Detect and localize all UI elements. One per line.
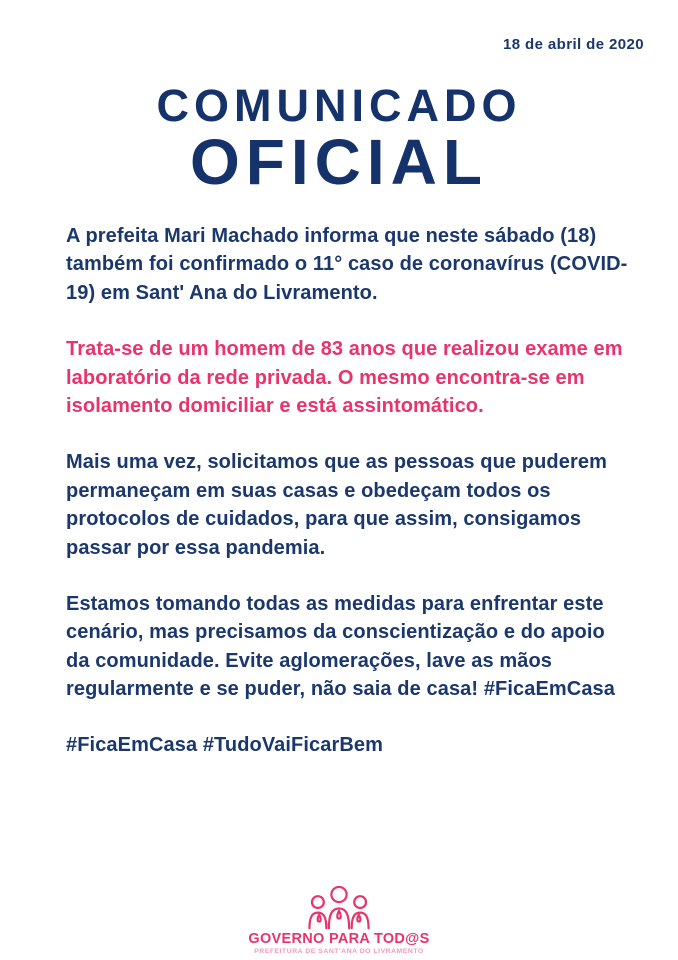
page-title-line2: OFICIAL: [190, 126, 488, 198]
family-outline-icon: [301, 886, 377, 930]
logo-title: GOVERNO PARA TOD@S: [248, 931, 430, 947]
paragraph-measures: Estamos tomando todas as medidas para enfrentar este cenário, mas precisamos da conscientização e do apoio da comunidade. Evite aglomerações, lave as mãos regularmente e se puder, não saia de casa! #FicaEmCasa: [66, 592, 615, 701]
date-label: 18 de abril de 2020: [502, 36, 644, 53]
logo-subtitle: PREFEITURA DE SANT'ANA DO LIVRAMENTO: [254, 948, 424, 955]
page-title: [0, 80, 678, 198]
paragraph-case-announcement: A prefeita Mari Machado informa que neste sábado (18) também foi confirmado o 11° caso de coronavírus (COVID-19) em Sant' Ana do Livramento.: [66, 225, 628, 304]
paragraph-case-details: Trata-se de um homem de 83 anos que realizou exame em laboratório da rede privada. O mesmo encontra-se em isolamento domiciliar e está assintomático.: [66, 338, 623, 417]
footer-logo: [0, 886, 678, 955]
hashtags-line: #FicaEmCasa #TudoVaiFicarBem: [66, 734, 384, 757]
paragraph-stay-home-request: Mais uma vez, solicitamos que as pessoas que puderem permaneçam em suas casas e obedeçam todos os protocolos de cuidados, para que assim, consigamos passar por essa pandemia.: [66, 451, 607, 559]
announcement-body: [0, 222, 678, 760]
page-title-line1: COMUNICADO: [156, 80, 522, 131]
